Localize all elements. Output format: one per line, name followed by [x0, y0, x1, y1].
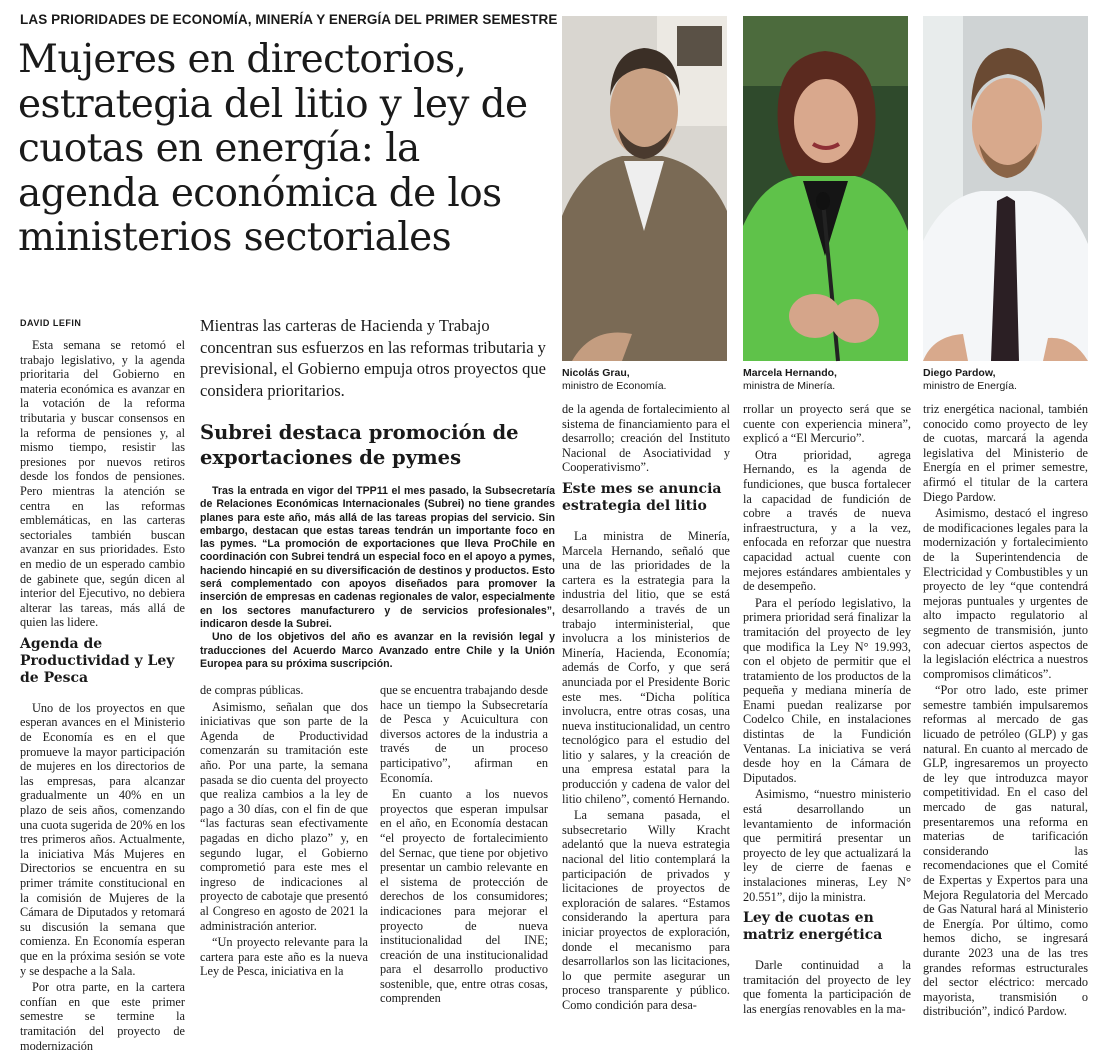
caption-role: ministra de Minería.: [743, 380, 836, 392]
paragraph: Uno de los objetivos del año es avanzar en la revisión legal y traducciones del Acuerdo Marco Avanzado entre Chile y la Unión Europea para su próxima suscripción.: [200, 631, 555, 670]
byline: DAVID LEFIN: [20, 318, 82, 328]
caption-name: Nicolás Grau,: [562, 367, 630, 379]
column-6: [923, 402, 1088, 1019]
column-4: [562, 402, 730, 1012]
paragraph: triz energética nacional, también conocido como proyecto de ley de cuotas, marcará la agenda legislativa del Ministerio de Energía en el primer semestre, afirmó el titular de la cartera Diego Pardow.: [923, 402, 1088, 504]
paragraph: Por otra parte, en la cartera confían en que este primer semestre se termine la tramitación del proyecto de modernización: [20, 980, 185, 1053]
column-2: [200, 683, 368, 979]
paragraph: Asimismo, “nuestro ministerio está desarrollando un levantamiento de información que permitirá presentar un proyecto de ley que actualizará la ley de cierre de faenas e instalaciones mineras, Ley N° 20.551”, dijo la ministra.: [743, 787, 911, 904]
paragraph: “Un proyecto relevante para la cartera para este año es la nueva Ley de Pesca, iniciativa en la: [200, 935, 368, 979]
paragraph: La semana pasada, el subsecretario Willy Kracht adelantó que la nueva estrategia nacional del litio contemplará la participación de privados y licitaciones de proyectos de exploración de salares. “Estamos considerando la apertura para iniciar proyectos de exploración, donde el mecanismo para desarrollarlos son las licitaciones, lo que permite asegurar un proceso transparente y público. Como condición para desa-: [562, 808, 730, 1012]
paragraph: que se encuentra trabajando desde hace un tiempo la Subsecretaría de Pesca y Acuicultura con diversos actores de la industria a través de un proceso participativo”, afirman en Economía.: [380, 683, 548, 785]
caption-name: Marcela Hernando,: [743, 367, 837, 379]
paragraph: de la agenda de fortalecimiento al sistema de financiamiento para el desarrollo; creación del Instituto Nacional de Asociatividad y Cooperativismo”.: [562, 402, 730, 475]
subheading: Agenda de Productividad y Ley de Pesca: [20, 635, 175, 686]
paragraph: En cuanto a los nuevos proyectos que esperan impulsar en el año, en Economía destacan “el proyecto de fortalecimiento del Sernac, que tiene por objetivo presentar un cambio relevante en el sistema de protección de derechos de los consumidores; indicaciones para mejorar el proyecto de nueva institucionalidad del INE; creación de una institucionalidad para el desarrollo productivo sostenible, que, entre otras cosas, comprenden: [380, 787, 548, 1006]
paragraph: rrollar un proyecto será que se cuente con experiencia minera”, explicó a “El Mercurio”.: [743, 402, 911, 446]
subheading: Ley de cuotas en matriz energética: [743, 910, 883, 944]
column-3: [380, 683, 548, 1006]
headline: Mujeres en directorios, estrategia del litio y ley de cuotas en energía: la agenda económica de los ministerios sectoriales: [18, 37, 528, 260]
paragraph: Darle continuidad a la tramitación del proyecto de ley que fomenta la participación de las energías renovables en la ma-: [743, 958, 911, 1016]
caption-role: ministro de Energía.: [923, 380, 1017, 392]
kicker: LAS PRIORIDADES DE ECONOMÍA, MINERÍA Y ENERGÍA DEL PRIMER SEMESTRE: [20, 12, 558, 27]
box-body: [200, 485, 555, 671]
paragraph: Tras la entrada en vigor del TPP11 el mes pasado, la Subsecretaría de Relaciones Económicas Internacionales (Subrei) no tiene grandes planes para este año, más allá de las tareas propias del servicio. Sin embargo, destacan que estas tareas tendrán un importante foco en las pymes. “La promoción de exportaciones que lleva ProChile en coordinación con Subrei tendrá un especial foco en el apoyo a pymes, haciendo hincapié en su diversificación de destinos y productos. Esto será complementado con apoyos diseñados para promover la inserción de empresas en cadenas regionales de valor, especialmente en los sectores manufacturero y de servicios profesionales”, indicaron desde la Subrei.: [200, 485, 555, 630]
photo-marcela-hernando: [743, 16, 908, 361]
caption-grau: [562, 367, 727, 393]
paragraph: La ministra de Minería, Marcela Hernando, señaló que una de las prioridades de la cartera es la estrategia para la industria del litio, que se está desarrollando a través de un trabajo interministerial, que involucra a los ministerios de Minería, Hacienda, Economía; además de Corfo, y que será anunciada por el Presidente Boric este mes. “Dicha política involucra, entre otras cosas, una nueva institucionalidad, un centro tecnológico para el estudio del litio y salares, y la creación de una empresa estatal para la producción y cadena de valor del litio chileno”, comentó Hernando.: [562, 528, 730, 806]
paragraph: Asimismo, señalan que dos iniciativas que son parte de la Agenda de Productividad comenzarán su tramitación este año. Por una parte, la semana pasada se dio cuenta del proyecto que realiza cambios a la ley de pago a 30 días, con el fin de que “las facturas sean efectivamente pagadas en dicho plazo” y, en segundo lugar, el Gobierno comprometió para este mes el ingreso de indicaciones al proyecto de cabotaje que presentó al Congreso en agosto de 2021 la administración anterior.: [200, 699, 368, 933]
photo-nicolas-grau: [562, 16, 727, 361]
paragraph: Para el período legislativo, la primera prioridad será finalizar la tramitación del proyecto de ley que modifica la Ley N° 19.993, con el objeto de permitir que el tratamiento de los productos de la pequeña y mediana minería de Enami puedan realizarse por Codelco Chile, en instalaciones distintas de la Fundición Ventanas. La iniciativa se verá desde hoy en la Cámara de Diputados.: [743, 595, 911, 785]
subheading: Este mes se anuncia estrategia del litio: [562, 480, 722, 514]
paragraph: Asimismo, destacó el ingreso de modificaciones legales para la modernización y fortalecimiento de la Superintendencia de Electricidad y Combustibles y un proyecto de ley “que contendrá mejoras puntuales y urgentes de alto impacto regulatorio al segmento de transmisión, junto con adecuar ciertos aspectos de la legislación eléctrica a nuestros compromisos climáticos”.: [923, 506, 1088, 681]
caption-name: Diego Pardow,: [923, 367, 996, 379]
box-title: Subrei destaca promoción de exportaciones de pymes: [200, 421, 519, 469]
caption-role: ministro de Economía.: [562, 380, 667, 392]
paragraph: “Por otro lado, este primer semestre también impulsaremos reformas al mercado de gas licuado de petróleo (GLP) y gas natural. En cuanto al mercado de GLP, ingresaremos un proyecto de ley que introduzca mayor competitividad. En el caso del mercado de gas natural, presentaremos una reforma en materias de tarificación considerando las recomendaciones que el Comité de Expertas y Expertos para una Mejora Regulatoria del Mercado de Gas Natural hará al Ministerio de Energía. Por último, como hemos dicho, se ingresará durante 2023 una de las tres grandes reformas estructurales del sector eléctrico: mercado mayorista, transmisión o distribución”, indicó Pardow.: [923, 683, 1088, 1019]
paragraph: Esta semana se retomó el trabajo legislativo, y la agenda prioritaria del Gobierno en materia económica es avanzar en la votación de la reforma tributaria y buscar consensos en la reforma de pensiones y, al mismo tiempo, resistir las presiones por nuevos retiros desde los fondos de pensiones. Pero mientras la atención se centra en las reformas emblemáticas, en las carteras sectoriales también buscan avanzar en sus prioridades. Esto en medio de un esperado cambio de gabinete que, según dicen al interior del Ejecutivo, no debiera alterar las tareas, más allá de quien las lidere.: [20, 338, 185, 630]
photo-diego-pardow: [923, 16, 1088, 361]
paragraph: Otra prioridad, agrega Hernando, es la agenda de fundiciones, que busca fortalecer la capacidad de fundición de cobre a través de nueva infraestructura, y a la vez, enfocada en reforzar que nuestra capacidad actual cuente con mejores estándares ambientales y de desempeño.: [743, 447, 911, 594]
caption-pardow: [923, 367, 1088, 393]
lede: Mientras las carteras de Hacienda y Trabajo concentran sus esfuerzos en las reformas tributaria y previsional, el Gobierno empuja otros proyectos que considera prioritarios.: [200, 316, 546, 400]
column-1: [20, 338, 185, 1053]
column-5: [743, 402, 911, 1016]
paragraph: de compras públicas.: [200, 683, 304, 697]
caption-hernando: [743, 367, 908, 393]
paragraph: Uno de los proyectos en que esperan avances en el Ministerio de Economía es en el que promueve la mayor participación de mujeres en los directorios de las empresas, para alcanzar gradualmente un 40% en un plazo de seis años, comenzando una cuota sugerida de 20% en los tres primeros años. Actualmente, la iniciativa Más Mujeres en Directorios se encuentra en su primer trámite constitucional en la comisión de Mujeres de la Cámara de Diputados y retomará su discusión la semana que comienza. En Economía esperan que en la próxima sesión se vote y se despache a la Sala.: [20, 700, 185, 978]
